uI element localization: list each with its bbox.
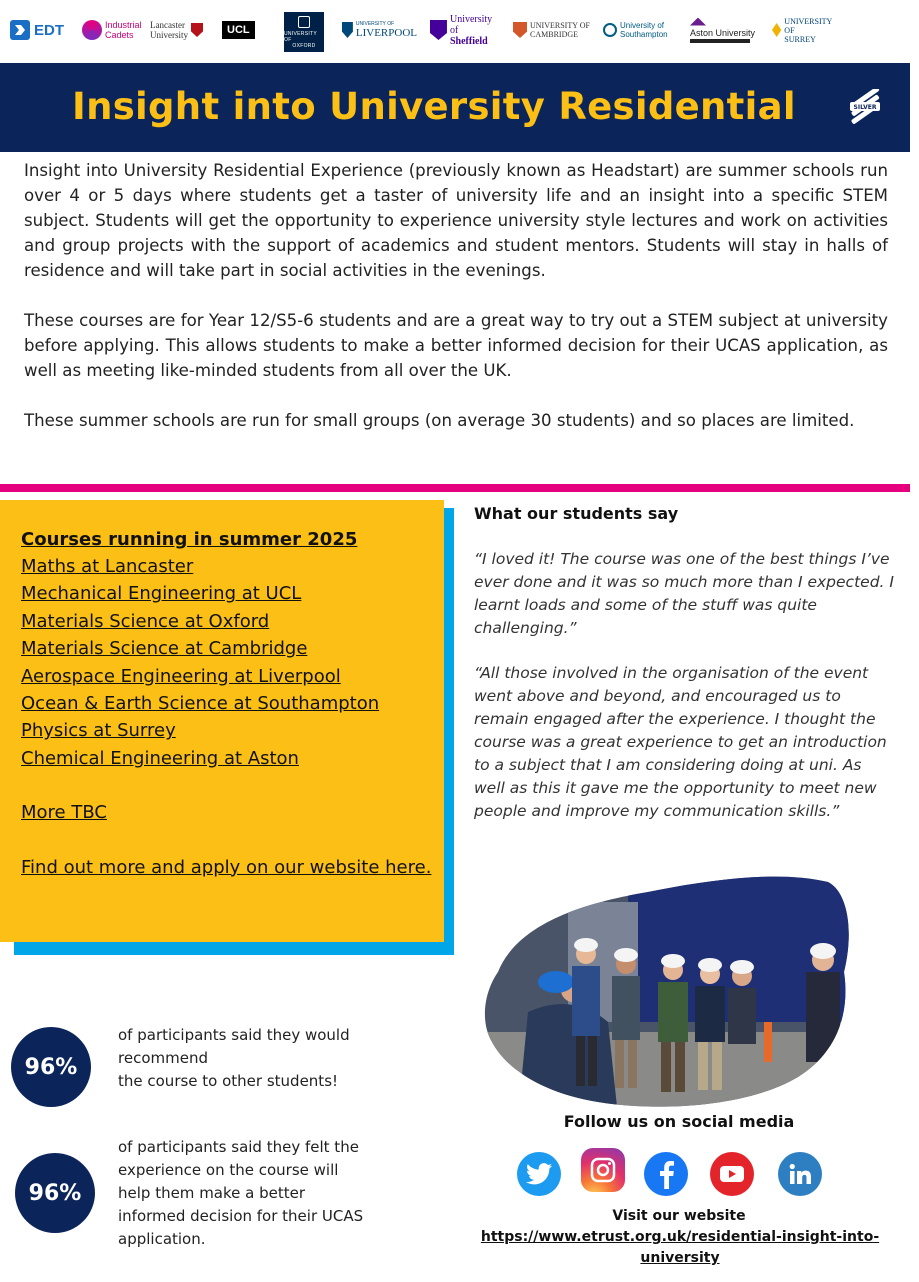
aston-logo: Aston University [690, 10, 756, 50]
cambridge-logo: UNIVERSITY OF CAMBRIDGE [513, 10, 591, 50]
lancaster-crest-icon [191, 23, 203, 37]
oxford-crest-icon [298, 16, 310, 28]
twitter-icon[interactable] [517, 1152, 561, 1196]
facebook-f-glyph [656, 1159, 676, 1189]
intro-paragraph: These courses are for Year 12/S5-6 students and are a great way to try out a STEM subject at university before applying. This allows students to make a better informed decision for their UCAS application, as well as meeting like-minded students from all over the UK. [24, 311, 888, 380]
website-url-link[interactable]: https://www.etrust.org.uk/residential-insight-into-university [480, 1229, 880, 1266]
oxford-logo: UNIVERSITY OF OXFORD [284, 12, 324, 52]
course-link-mech-eng-ucl[interactable]: Mechanical Engineering at UCL [21, 583, 302, 605]
students-photo [478, 862, 856, 1116]
course-link-aerospace-liverpool[interactable]: Aerospace Engineering at Liverpool [21, 665, 341, 687]
testimonials-section [474, 502, 896, 845]
ucl-logo: UCL [222, 10, 268, 50]
industrial-cadets-icon [82, 20, 102, 40]
instagram-camera-glyph [588, 1155, 618, 1185]
stat-circle-recommend [11, 1027, 91, 1107]
surrey-star-icon [772, 23, 781, 37]
testimonials-heading: What our students say [474, 504, 679, 523]
southampton-icon [603, 23, 617, 37]
intro-paragraph: These summer schools are run for small groups (on average 30 students) and so places are limited. [24, 411, 855, 430]
youtube-play-glyph [719, 1164, 745, 1184]
edt-arrow-icon [10, 20, 30, 40]
testimonial-quote: “All those involved in the organisation of the event went above and beyond, and encouraged us to remain engaged after the experience. I thought the course was a great experience to get an introduction to a subject that I am considering doing at uni. As well as this it gave me the opportunity to meet new people and improve my communication skills.” [474, 664, 887, 820]
youtube-icon[interactable] [710, 1152, 754, 1196]
testimonial-quote: “I loved it! The course was one of the best things I’ve ever done and it was so much more than I expected. I learnt loads and some of the stuff was quite challenging.” [474, 550, 894, 637]
aston-triangle-icon [690, 18, 706, 26]
industrial-cadets-logo: Industrial Cadets [82, 10, 142, 50]
sheffield-crest-icon [430, 20, 447, 40]
find-out-more-link[interactable]: Find out more and apply on our website here. [21, 856, 432, 878]
facebook-icon[interactable] [644, 1152, 688, 1196]
stat-value: 96% [24, 1054, 78, 1080]
surrey-logo: UNIVERSITY OF SURREY [772, 10, 832, 50]
liverpool-crest-icon [342, 22, 353, 38]
aston-bar-divider [690, 39, 750, 43]
twitter-bird-glyph [526, 1163, 552, 1185]
stat-circle-ucas [15, 1153, 95, 1233]
courses-box [0, 500, 444, 942]
pink-divider [0, 484, 910, 492]
stat-value: 96% [28, 1180, 82, 1206]
page-title: Insight into University Residential [72, 85, 796, 128]
instagram-icon[interactable] [581, 1148, 625, 1192]
course-link-maths-lancaster[interactable]: Maths at Lancaster [21, 556, 194, 577]
silver-award-badge-icon [846, 89, 884, 125]
course-link-chem-eng-aston[interactable]: Chemical Engineering at Aston [21, 747, 299, 769]
linkedin-icon[interactable] [778, 1152, 822, 1196]
title-banner [0, 63, 910, 152]
southampton-logo: University of Southampton [603, 10, 675, 50]
intro-paragraph: Insight into University Residential Experience (previously known as Headstart) are summer schools run over 4 or 5 days where students get a taster of university life and an insight into a specific STEM subject. Students will get the opportunity to experience university style lectures and work on activities and group projects with the support of academics and student mentors. Students will stay in halls of residence and will take part in social activities in the evenings. [24, 161, 888, 280]
more-tbc-link[interactable]: More TBC [21, 802, 107, 824]
intro-text [24, 158, 888, 458]
stat-text-ucas: of participants said they felt the experience on the course will help them make a better informed decision for their UCAS application. [118, 1138, 364, 1248]
courses-heading: Courses running in summer 2025 [21, 529, 358, 550]
course-link-ocean-southampton[interactable]: Ocean & Earth Science at Southampton [21, 693, 380, 715]
silver-badge-label: SILVER [853, 104, 877, 111]
edt-logo: EDT [10, 10, 74, 50]
course-link-physics-surrey[interactable]: Physics at Surrey [21, 720, 176, 742]
lancaster-logo: Lancaster University [150, 10, 210, 50]
course-link-materials-cambridge[interactable]: Materials Science at Cambridge [21, 638, 308, 660]
linkedin-in-glyph [788, 1162, 812, 1186]
partner-logos-strip [0, 0, 919, 62]
liverpool-logo: UNIVERSITY OF LIVERPOOL [342, 10, 417, 50]
course-link-materials-oxford[interactable]: Materials Science at Oxford [21, 610, 270, 632]
visit-website-heading: Visit our website [612, 1208, 746, 1224]
social-heading: Follow us on social media [563, 1112, 795, 1131]
cambridge-crest-icon [513, 22, 527, 38]
sheffield-logo: University of Sheffield [430, 10, 500, 50]
stat-text-recommend: of participants said they would recommend the course to other students! [118, 1026, 350, 1090]
